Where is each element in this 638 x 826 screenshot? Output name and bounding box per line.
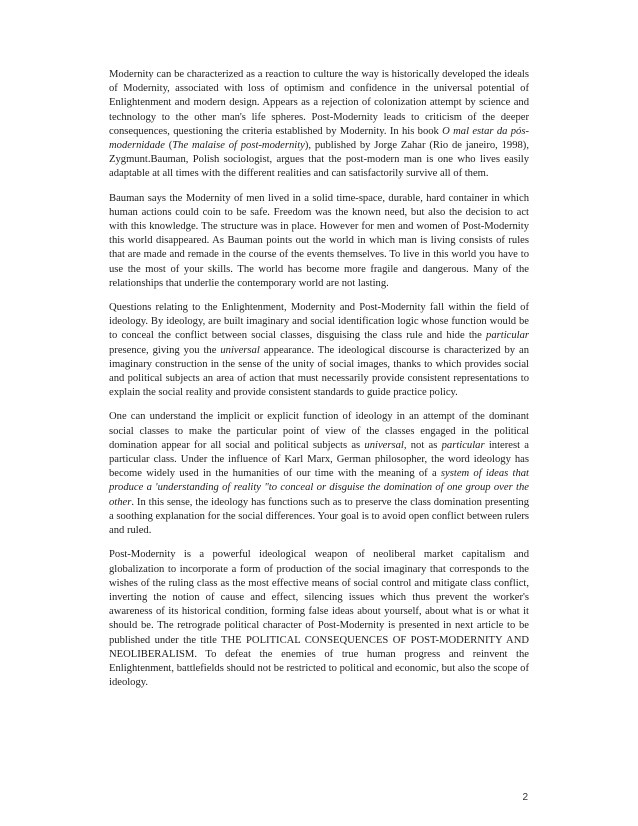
paragraph-text: appearance. The ideological discourse is characterized by an imaginary construction in the sense of the unity of social images, thanks to which provides social and political subjects an area of action that must necessarily provide consistent representations to explain the social reality and provide consistent standards to guide practice policy. [109, 344, 529, 399]
paragraph-text: , not as [403, 439, 442, 451]
document-body [109, 68, 529, 700]
paragraph-text: ( [164, 140, 173, 152]
italic-text: universal [220, 344, 260, 356]
paragraph-1 [109, 68, 529, 182]
paragraph-text: Questions relating to the Enlightenment, Modernity and Post-Modernity fall within the field of ideology. By ideology, are built imaginary and social identification logic whose function would be to conceal the conflict between social classes, disguising the class rule and hide the [109, 302, 529, 342]
paragraph-4 [109, 410, 529, 538]
paragraph-3 [109, 301, 529, 400]
paragraph-text: Modernity can be characterized as a reaction to culture the way is historically developed the ideals of Modernity, associated with loss of optimism and confidence in the universal potential of Enlightenment and modern design. Appears as a rejection of colonization attempt by science and technology to the other man's life spheres. Post-Modernity leads to criticism of the deeper consequences, questioning the criteria established by Modernity. In his book [109, 69, 529, 137]
italic-text: universal [364, 439, 404, 451]
paragraph-text: Post-Modernity is a powerful ideological weapon of neoliberal market capitalism and globalization to incorporate a form of production of the social imaginary that corresponds to the wishes of the ruling class as the most effective means of social control and mitigate class conflict, inverting the notion of cause and effect, silencing issues which thus prevent the worker's awareness of its historical condition, forming false ideas about yourself, about what is or what it should be. The retrograde political character of Post-Modernity is presented in next article to be published under the title THE POLITICAL CONSEQUENCES OF POST-MODERNITY AND NEOLIBERALISM. To defeat the enemies of true human progress and reinvent the Enlightenment, battlefields should not be restricted to political and economic, but also the scope of ideology. [109, 549, 529, 689]
paragraph-text: ), published by Jorge Zahar (Rio de janeiro, 1998), Zygmunt.Bauman, Polish sociologist, argues that the post-modern man is one who lives easily adaptable at all times with the different realities and can satisfactorily survive all of them. [109, 140, 529, 180]
italic-text: system of ideas that produce a 'understanding of reality "to conceal or disguise the domination of one group over the other [109, 468, 529, 508]
paragraph-5 [109, 548, 529, 690]
paragraph-text: presence, giving you the [109, 344, 221, 356]
italic-text: particular [486, 330, 529, 342]
paragraph-text: . In this sense, the ideology has functions such as to preserve the class domination presenting a soothing explanation for the social differences. Your goal is to avoid open conflict between rulers and ruled. [109, 496, 529, 537]
paragraph-text: Bauman says the Modernity of men lived in a solid time-space, durable, hard container in which human actions could coin to be safe. Freedom was the known need, but also the decision to act with this knowledge. The structure was in place. However for men and women of Post-Modernity this world disappeared. As Bauman points out the world in which man is living consists of rules that are made and remade in the course of the events themselves. To live in this world you have to use the most of your skills. The world has become more fragile and dangerous. Many of the relationships that underlie the contemporary world are not lasting. [109, 192, 529, 289]
italic-text: particular [441, 439, 485, 451]
italic-text: O mal estar da pós-modernidade [109, 125, 529, 152]
paragraph-text: One can understand the implicit or explicit function of ideology in an attempt of the dominant social classes to make the particular point of view of the classes engaged in the political domination appear for all social and political subjects as [109, 411, 529, 451]
page-number: 2 [522, 792, 528, 803]
paragraph-2 [109, 192, 529, 291]
italic-text: The malaise of post-modernity [172, 140, 305, 152]
paragraph-text: interest a particular class. Under the influence of Karl Marx, German philosopher, the word ideology has become widely used in the humanities of our time with the meaning of a [109, 439, 529, 480]
